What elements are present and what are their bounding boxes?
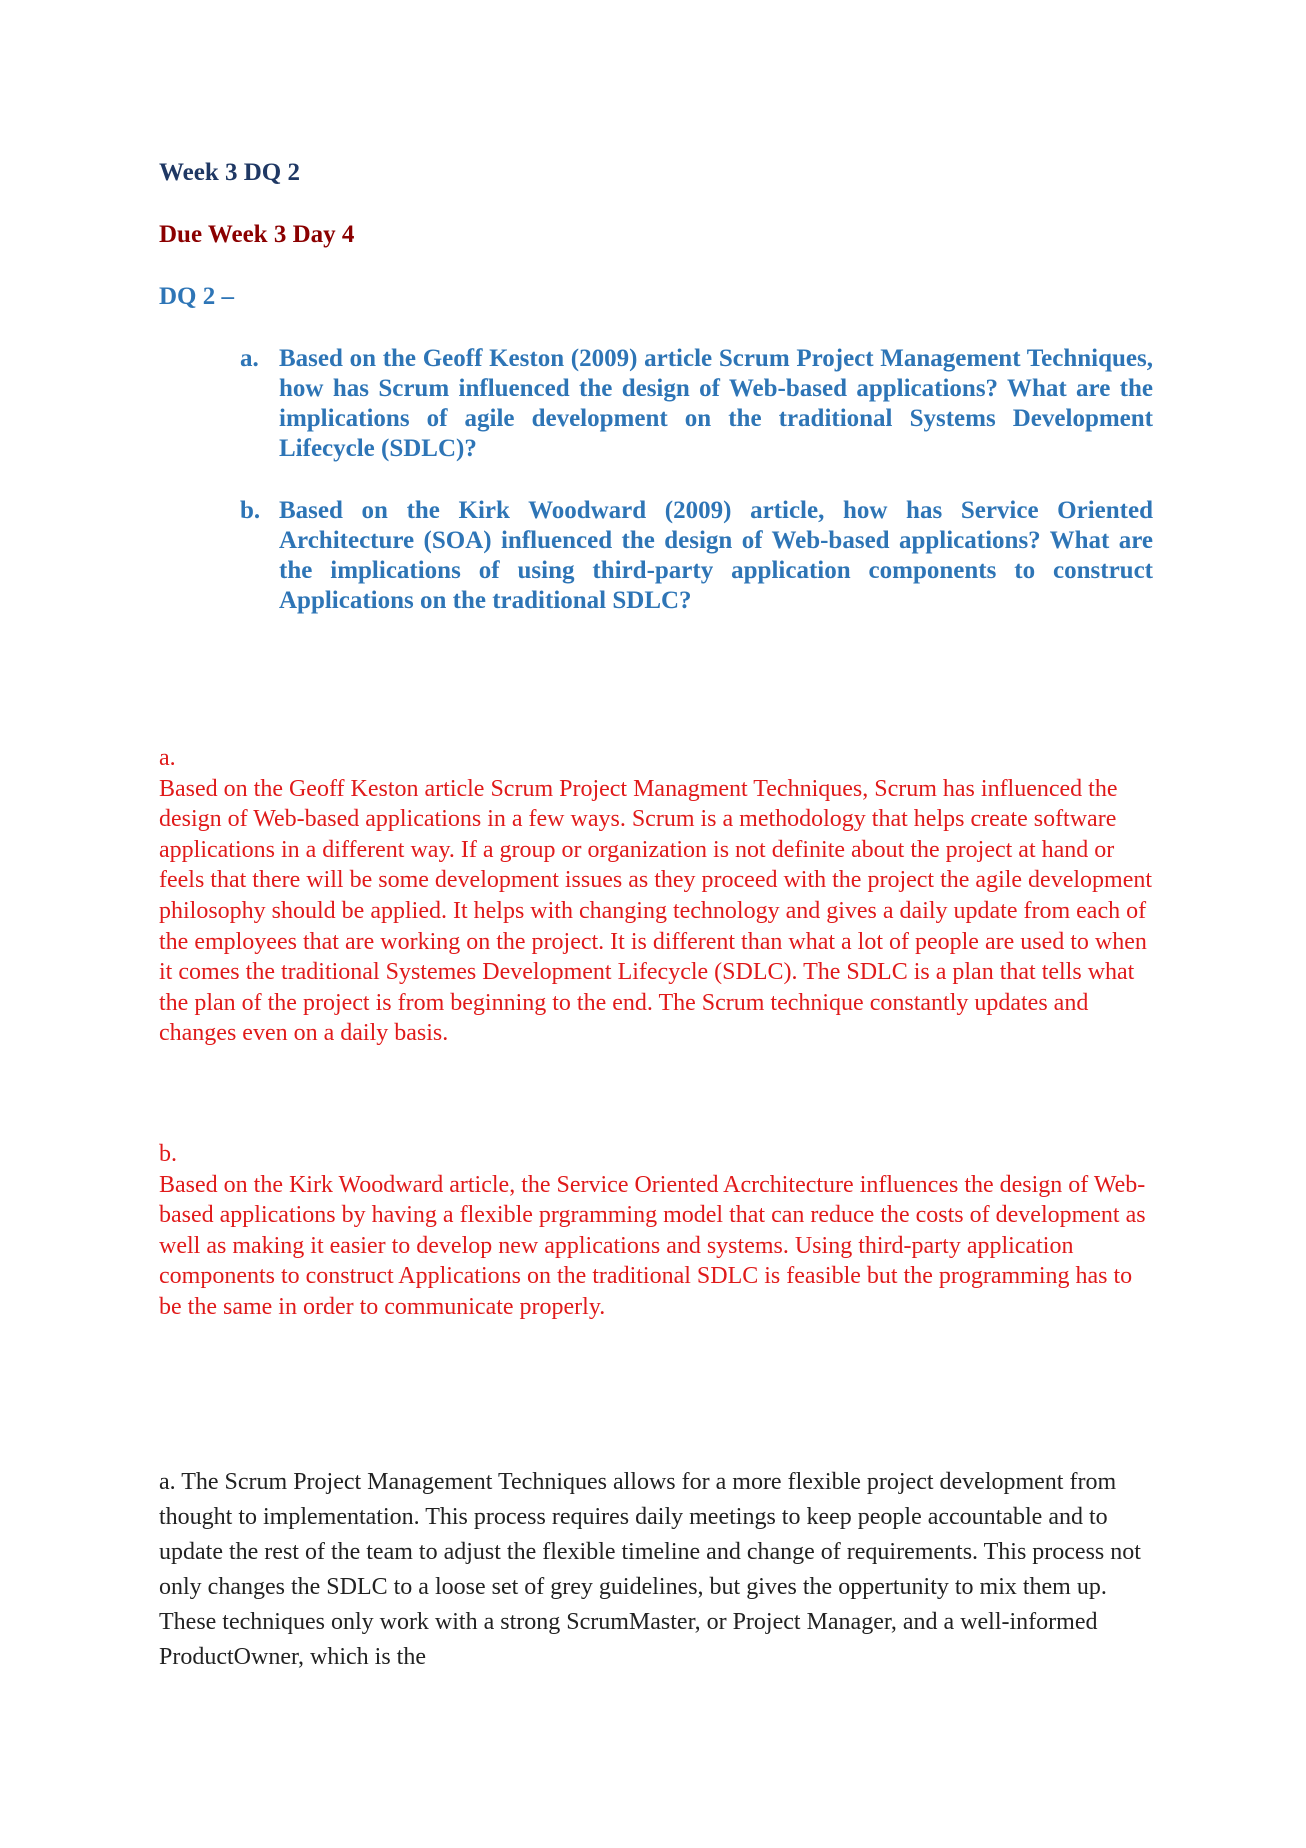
answer-b-marker: b.	[159, 1141, 177, 1167]
dq-label: DQ 2 –	[159, 283, 234, 310]
answer-a	[159, 743, 1159, 1049]
due-date: Due Week 3 Day 4	[159, 221, 355, 248]
answer-a-marker: a.	[159, 745, 176, 771]
question-a-marker: a.	[240, 345, 259, 372]
answer-b	[159, 1139, 1159, 1323]
question-a	[240, 344, 1153, 464]
answer-a-text: Based on the Geoff Keston article Scrum Project Managment Techniques, Scrum has influenced the design of Web-based applications in a few ways. Scrum is a methodology that helps create software applications in a different way. If a group or organization is not definite about the project at hand or feels that there will be some development issues as they proceed with the project the agile development philosophy should be applied. It helps with changing technology and gives a daily update from each of the employees that are working on the project. It is different than what a lot of people are used to when it comes the traditional Systemes Development Lifecycle (SDLC). The SDLC is a plan that tells what the plan of the project is from beginning to the end. The Scrum technique constantly updates and changes even on a daily basis.	[159, 775, 1153, 1047]
question-b-marker: b.	[240, 497, 261, 524]
response-paragraph: a. The Scrum Project Management Techniques allows for a more flexible project development from thought to implementation. This process requires daily meetings to keep people accountable and to update the rest of the team to adjust the flexible timeline and change of requirements. This process not only changes the SDLC to a loose set of grey guidelines, but gives the oppertunity to mix them up. These techniques only work with a strong ScrumMaster, or Project Manager, and a well-informed ProductOwner, which is the	[159, 1469, 1141, 1670]
question-a-text: Based on the Geoff Keston (2009) article Scrum Project Management Techniques, how has Scrum influenced the design of Web-based applications? What are the implications of agile development on the traditional Systems Development Lifecycle (SDLC)?	[279, 345, 1153, 462]
week-title: Week 3 DQ 2	[159, 159, 300, 186]
question-b-text: Based on the Kirk Woodward (2009) article, how has Service Oriented Architecture (SOA) influenced the design of Web-based applications? What are the implications of using third-party application components to construct Applications on the traditional SDLC?	[279, 497, 1153, 614]
question-b	[240, 496, 1153, 616]
answer-b-text: Based on the Kirk Woodward article, the Service Oriented Acrchitecture influences the design of Web-based applications by having a flexible prgramming model that can reduce the costs of development as well as making it easier to develop new applications and systems. Using third-party application components to construct Applications on the traditional SDLC is feasible but the programming has to be the same in order to communicate properly.	[159, 1171, 1146, 1320]
